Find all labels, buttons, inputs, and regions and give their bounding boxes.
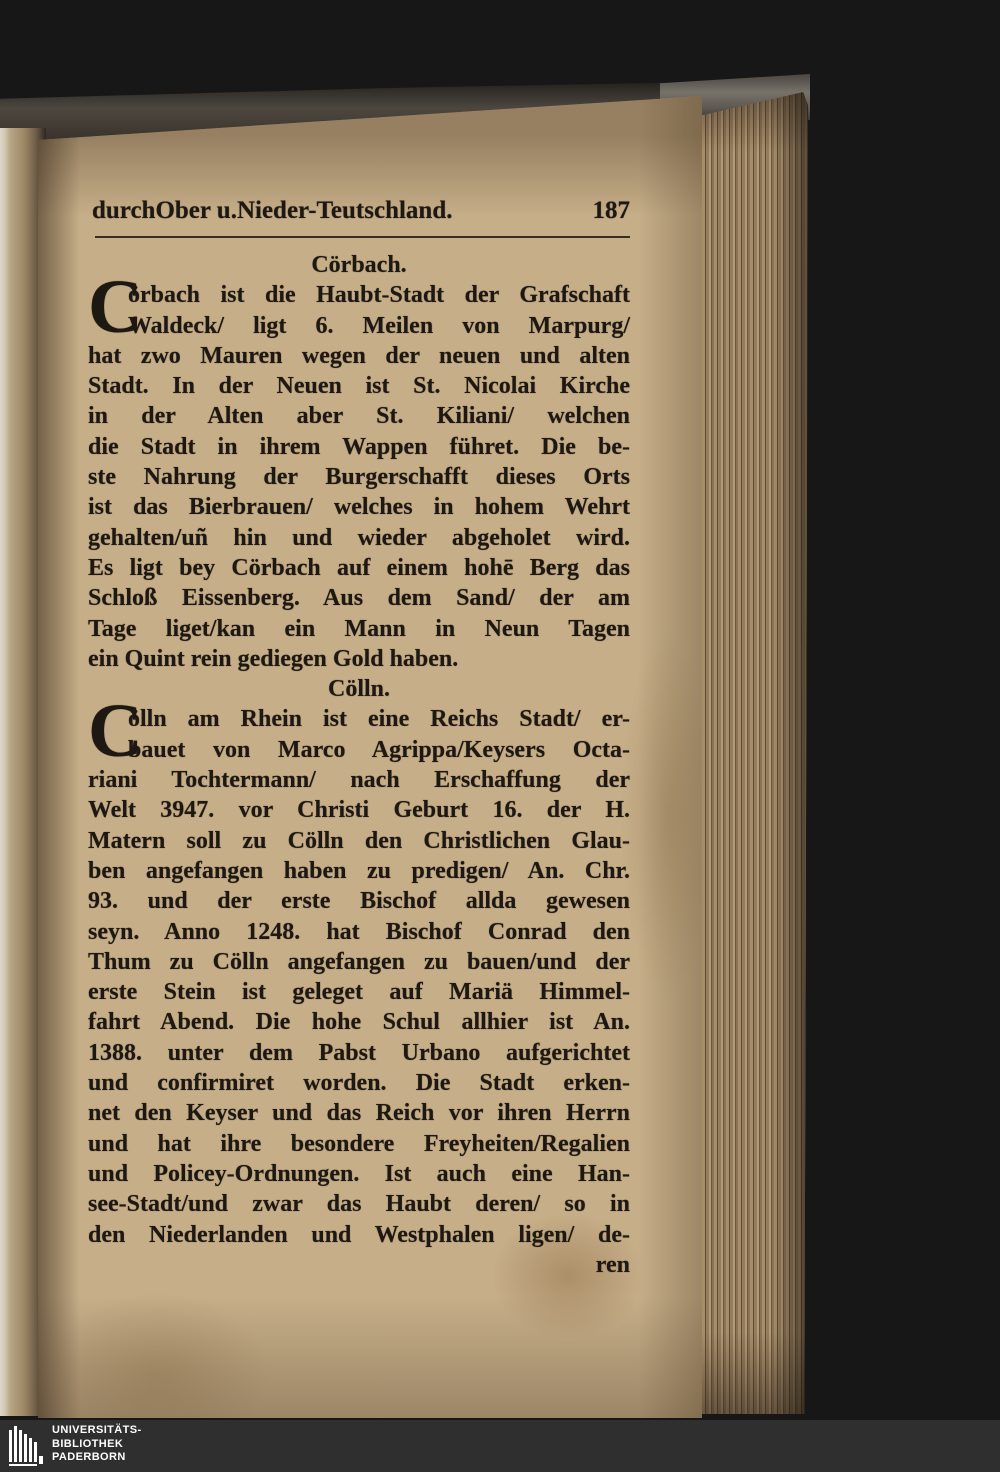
text-line: C örbach ist die Haubt-Stadt der Grafschaft bbox=[88, 265, 630, 350]
text-line: und confirmiret worden. Die Stadt erken- bbox=[88, 1070, 630, 1097]
library-logo-icon bbox=[8, 1424, 44, 1468]
catchword: ren bbox=[595, 1251, 630, 1278]
text-line: die Stadt in ihrem Wappen führet. Die be- bbox=[88, 433, 630, 460]
drop-cap: C bbox=[88, 689, 143, 774]
library-name-line: PADERBORN bbox=[52, 1451, 126, 1463]
text-line: ist das Bierbrauen/ welches in hohem Wehrt bbox=[88, 494, 630, 521]
running-head bbox=[92, 194, 630, 228]
text-line: seyn. Anno 1248. hat Bischof Conrad den bbox=[88, 918, 630, 945]
text-line: Tage liget/kan ein Mann in Neun Tagen bbox=[88, 615, 630, 642]
library-footer-bar bbox=[0, 1420, 1000, 1472]
text-line: ste Nahrung der Burgerschafft dieses Orts bbox=[88, 464, 630, 491]
text-line: erste Stein ist geleget auf Mariä Himmel- bbox=[88, 979, 630, 1006]
page-text bbox=[88, 250, 630, 1280]
text-line: Welt 3947. vor Christi Geburt 16. der H. bbox=[88, 797, 630, 824]
text-line: ben angefangen haben zu predigen/ An. Chr. bbox=[88, 857, 630, 884]
library-name bbox=[52, 1424, 142, 1465]
text-line: hat zwo Mauren wegen der neuen und alten bbox=[88, 342, 630, 369]
header-rule bbox=[95, 236, 630, 238]
text-line: bauet von Marco Agrippa/Keysers Octa- bbox=[128, 736, 630, 763]
page-edges-stack bbox=[688, 92, 808, 1414]
text-line: see-Stadt/und zwar das Haubt deren/ so in bbox=[88, 1191, 630, 1218]
text-line: Es ligt bey Cörbach auf einem hohē Berg das bbox=[88, 554, 630, 581]
text-line: Matern soll zu Cölln den Christlichen Glau- bbox=[88, 827, 630, 854]
text-line: fahrt Abend. Die hohe Schul allhier ist An. bbox=[88, 1009, 630, 1036]
text-line: Stadt. In der Neuen ist St. Nicolai Kirche bbox=[88, 373, 630, 400]
text-line: gehalten/uñ hin und wieder abgeholet wird. bbox=[88, 524, 630, 551]
running-title: durchOber u.Nieder-Teutschland. bbox=[92, 197, 453, 224]
text-line: riani Tochtermann/ nach Erschaffung der bbox=[88, 767, 630, 794]
library-name-line: BIBLIOTHEK bbox=[52, 1437, 124, 1450]
text-line: und Policey-Ordnungen. Ist auch eine Han- bbox=[88, 1160, 630, 1187]
text-line: 93. und der erste Bischof allda gewesen bbox=[88, 888, 630, 915]
section-title: Cörbach. bbox=[311, 252, 407, 278]
drop-cap: C bbox=[88, 265, 143, 350]
text-line: den Niederlanden und Westphalen ligen/ de- bbox=[88, 1221, 630, 1248]
text-line: Schloß Eissenberg. Aus dem Sand/ der am bbox=[88, 585, 630, 612]
text-line: und hat ihre besondere Freyheiten/Regalien bbox=[88, 1130, 630, 1157]
text-line: 1388. unter dem Pabst Urbano aufgerichtet bbox=[88, 1039, 630, 1066]
text-line: Waldeck/ ligt 6. Meilen von Marpurg/ bbox=[128, 312, 630, 339]
text-line: ein Quint rein gediegen Gold haben. bbox=[88, 645, 459, 672]
text-line: in der Alten aber St. Kiliani/ welchen bbox=[88, 403, 630, 430]
text-line: C ölln am Rhein ist eine Reichs Stadt/ er- bbox=[88, 689, 630, 774]
library-name-line: UNIVERSITÄTS- bbox=[52, 1424, 142, 1436]
text-line: Thum zu Cölln angefangen zu bauen/und der bbox=[88, 948, 630, 975]
page-number: 187 bbox=[592, 197, 630, 224]
section-title: Cölln. bbox=[327, 676, 390, 703]
text-line: net den Keyser und das Reich vor ihren Herrn bbox=[88, 1100, 630, 1127]
